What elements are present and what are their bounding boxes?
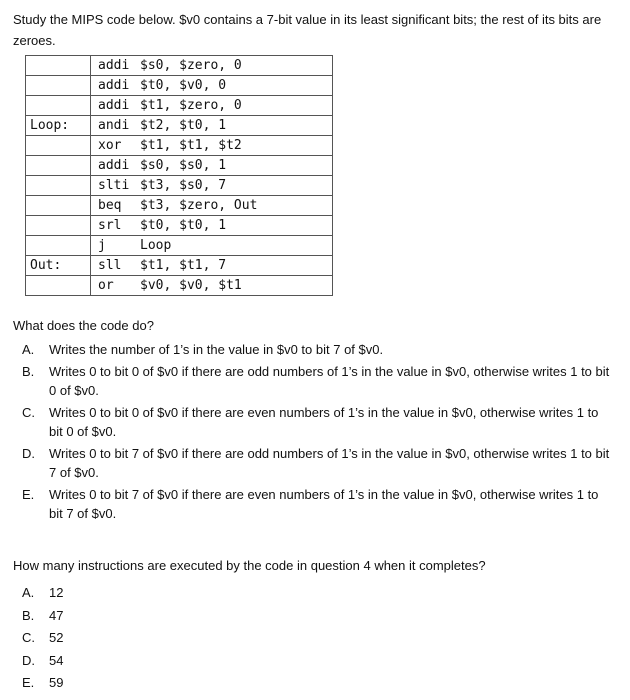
code-row [26, 76, 333, 96]
operands: $t0, $t0, 1 [140, 218, 227, 233]
code-row [26, 196, 333, 216]
intro-text: Study the MIPS code below. $v0 contains a 7-bit value in its least significant bits; the rest of its bits are zeroes. [13, 12, 602, 48]
option-text: 12 [49, 585, 64, 600]
opcode: addi [98, 158, 130, 173]
code-instruction [91, 96, 333, 116]
code-label [26, 96, 91, 116]
code-instruction [91, 156, 333, 176]
opcode: beq [98, 198, 122, 213]
option-letter: E. [22, 487, 35, 502]
code-row [26, 276, 333, 296]
operands: $t3, $s0, 7 [140, 178, 227, 193]
question-1-options [13, 340, 613, 526]
code-row [26, 96, 333, 116]
option-letter: B. [22, 364, 35, 379]
operands: $s0, $zero, 0 [140, 58, 242, 73]
option-letter: A. [22, 585, 35, 600]
code-label [26, 136, 91, 156]
code-row [26, 116, 333, 136]
code-row [26, 176, 333, 196]
option-letter: C. [22, 630, 35, 645]
opcode: slti [98, 178, 130, 193]
operands: $t3, $zero, Out [140, 198, 258, 213]
option-text: Writes the number of 1’s in the value in $v0 to bit 7 of $v0. [49, 342, 384, 357]
mips-code-table [25, 55, 333, 296]
operands: $v0, $v0, $t1 [140, 278, 242, 293]
answer-option [13, 362, 613, 400]
opcode: andi [98, 118, 130, 133]
option-text: 54 [49, 652, 64, 668]
operands: Loop [140, 238, 172, 253]
answer-option [13, 340, 613, 359]
operands: $t0, $v0, 0 [140, 78, 227, 93]
code-label [26, 156, 91, 176]
code-label [26, 176, 91, 196]
option-text: 47 [49, 607, 64, 623]
code-instruction [91, 56, 333, 76]
question-2: How many instructions are executed by the code in question 4 when it completes? [13, 558, 486, 573]
answer-option [13, 403, 613, 441]
opcode: or [98, 278, 114, 293]
operands: $s0, $s0, 1 [140, 158, 227, 173]
option-text: 59 [49, 675, 64, 690]
opcode: xor [98, 138, 122, 153]
code-row [26, 56, 333, 76]
code-label [26, 56, 91, 76]
code-instruction [91, 196, 333, 216]
option-letter: E. [22, 675, 35, 690]
option-letter: D. [22, 446, 35, 461]
opcode: addi [98, 78, 130, 93]
code-label [26, 196, 91, 216]
code-label [26, 236, 91, 256]
code-label [26, 76, 91, 96]
code-row [26, 256, 333, 276]
answer-option [13, 485, 613, 523]
code-instruction [91, 236, 333, 256]
opcode: srl [98, 218, 122, 233]
code-row [26, 236, 333, 256]
option-letter: A. [22, 342, 35, 357]
option-text: Writes 0 to bit 7 of $v0 if there are odd numbers of 1’s in the value in $v0, otherwise writes 1 to bit 7 of $v0. [49, 446, 610, 480]
question-1: What does the code do? [13, 318, 154, 333]
code-row [26, 156, 333, 176]
code-instruction [91, 216, 333, 236]
opcode: sll [98, 258, 122, 273]
option-text: Writes 0 to bit 0 of $v0 if there are odd numbers of 1’s in the value in $v0, otherwise writes 1 to bit 0 of $v0. [49, 364, 610, 398]
code-instruction [91, 116, 333, 136]
opcode: j [98, 238, 106, 253]
answer-option [13, 444, 613, 482]
option-text: Writes 0 to bit 0 of $v0 if there are even numbers of 1’s in the value in $v0, otherwise writes 1 to bit 0 of $v0. [49, 405, 599, 439]
code-label: Loop: [26, 116, 91, 136]
option-letter: C. [22, 405, 35, 420]
operands: $t1, $t1, $t2 [140, 138, 242, 153]
option-text: 52 [49, 630, 64, 645]
code-row [26, 216, 333, 236]
code-row [26, 136, 333, 156]
code-instruction [91, 276, 333, 296]
code-instruction [91, 256, 333, 276]
opcode: addi [98, 58, 130, 73]
code-instruction [91, 136, 333, 156]
code-instruction [91, 76, 333, 96]
option-letter: D. [22, 652, 35, 668]
code-instruction [91, 176, 333, 196]
code-label: Out: [26, 256, 91, 276]
opcode: addi [98, 98, 130, 113]
option-letter: B. [22, 607, 35, 623]
operands: $t2, $t0, 1 [140, 118, 227, 133]
code-label [26, 276, 91, 296]
operands: $t1, $t1, 7 [140, 258, 227, 273]
code-label [26, 216, 91, 236]
option-text: Writes 0 to bit 7 of $v0 if there are even numbers of 1’s in the value in $v0, otherwise writes 1 to bit 7 of $v0. [49, 487, 599, 521]
operands: $t1, $zero, 0 [140, 98, 242, 113]
